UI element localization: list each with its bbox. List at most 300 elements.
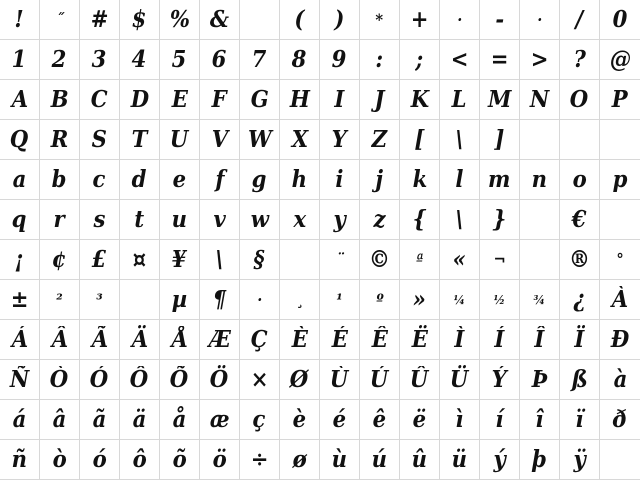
glyph-cell: [0, 280, 40, 320]
glyph-cell: [80, 80, 120, 120]
glyph-cell: [40, 360, 80, 400]
glyph: F: [211, 86, 228, 113]
glyph: {: [412, 206, 427, 233]
glyph-cell: [480, 360, 520, 400]
glyph-cell: [400, 80, 440, 120]
glyph: U: [170, 126, 189, 153]
glyph-cell: [120, 280, 160, 320]
glyph-cell: [240, 40, 280, 80]
glyph: ú: [371, 446, 388, 473]
glyph: 1: [12, 46, 27, 73]
glyph-cell: [40, 0, 80, 40]
glyph-cell: [320, 40, 360, 80]
glyph-cell: [80, 280, 120, 320]
glyph-cell: [440, 440, 480, 480]
glyph-cell: [520, 280, 560, 320]
glyph: 4: [132, 46, 147, 73]
glyph-cell: [520, 0, 560, 40]
glyph: ]: [494, 126, 505, 153]
glyph: l: [455, 166, 464, 193]
glyph-cell: [160, 400, 200, 440]
glyph: ¡: [14, 246, 25, 273]
glyph: 3: [92, 46, 107, 73]
glyph: Å: [171, 326, 188, 353]
glyph: o: [572, 166, 587, 193]
glyph: u: [171, 206, 188, 233]
glyph-cell: [400, 200, 440, 240]
glyph: c: [93, 166, 106, 193]
glyph: ×: [250, 366, 269, 393]
glyph: @: [609, 46, 631, 73]
glyph: P: [612, 86, 628, 113]
glyph: +: [410, 6, 429, 33]
glyph: Í: [494, 326, 505, 353]
glyph-cell: [440, 360, 480, 400]
glyph-cell: [40, 80, 80, 120]
glyph-cell: [400, 440, 440, 480]
glyph: N: [529, 86, 550, 113]
glyph: -: [495, 6, 504, 33]
glyph-cell: [40, 280, 80, 320]
glyph: X: [291, 126, 308, 153]
glyph: t: [134, 206, 145, 233]
glyph: b: [52, 166, 67, 193]
glyph: !: [14, 6, 25, 33]
glyph-cell: [560, 120, 600, 160]
glyph-cell: [240, 280, 280, 320]
glyph: M: [487, 86, 512, 113]
glyph: Ü: [450, 366, 469, 393]
glyph-cell: [480, 280, 520, 320]
glyph: Ê: [371, 326, 388, 353]
glyph: ±: [10, 286, 29, 313]
glyph-cell: [0, 200, 40, 240]
glyph-cell: [0, 80, 40, 120]
glyph: B: [50, 86, 69, 113]
glyph: ²: [56, 289, 63, 309]
glyph: é: [332, 406, 347, 433]
glyph-cell: [80, 120, 120, 160]
glyph: ê: [372, 406, 387, 433]
glyph: Þ: [531, 366, 548, 393]
glyph-cell: [560, 40, 600, 80]
glyph-cell: [200, 160, 240, 200]
glyph-cell: [0, 360, 40, 400]
glyph-cell: [360, 400, 400, 440]
glyph-cell: [360, 280, 400, 320]
glyph: ³: [96, 289, 103, 309]
glyph-cell: [120, 440, 160, 480]
glyph-cell: [360, 0, 400, 40]
glyph-cell: [160, 0, 200, 40]
glyph-cell: [160, 160, 200, 200]
glyph: 2: [52, 46, 67, 73]
glyph: ©: [368, 246, 391, 273]
glyph-cell: [480, 400, 520, 440]
glyph: %: [169, 6, 190, 33]
glyph: Ù: [330, 366, 349, 393]
glyph: x: [293, 206, 306, 233]
glyph-cell: [200, 0, 240, 40]
glyph-cell: [560, 360, 600, 400]
glyph-cell: [400, 160, 440, 200]
glyph-cell: [520, 320, 560, 360]
glyph-cell: [520, 240, 560, 280]
glyph-cell: [240, 240, 280, 280]
glyph: G: [250, 86, 269, 113]
glyph-cell: [560, 440, 600, 480]
glyph: ½: [493, 292, 506, 307]
glyph-cell: [80, 320, 120, 360]
glyph-cell: [240, 0, 280, 40]
glyph: Ý: [491, 366, 508, 393]
glyph-cell: [240, 320, 280, 360]
glyph-cell: [320, 400, 360, 440]
glyph-cell: [40, 240, 80, 280]
glyph: «: [452, 246, 467, 273]
glyph-cell: [200, 440, 240, 480]
glyph: 7: [252, 46, 267, 73]
glyph-cell: [360, 320, 400, 360]
glyph-cell: [0, 320, 40, 360]
glyph-cell: [360, 120, 400, 160]
glyph-cell: [200, 400, 240, 440]
glyph-cell: [0, 240, 40, 280]
glyph-cell: [280, 280, 320, 320]
glyph: ¼: [453, 292, 466, 307]
glyph: Á: [11, 326, 28, 353]
glyph-cell: [600, 280, 640, 320]
glyph: $: [132, 6, 147, 33]
glyph: I: [334, 86, 345, 113]
glyph-cell: [40, 120, 80, 160]
glyph-cell: [600, 440, 640, 480]
glyph-cell: [560, 80, 600, 120]
glyph: s: [93, 206, 106, 233]
glyph-cell: [440, 120, 480, 160]
glyph-cell: [320, 320, 360, 360]
glyph: 6: [212, 46, 227, 73]
glyph-cell: [320, 80, 360, 120]
glyph: \: [455, 126, 464, 153]
glyph-cell: [480, 200, 520, 240]
glyph: Æ: [208, 326, 231, 353]
glyph-cell: [320, 360, 360, 400]
glyph-cell: [280, 160, 320, 200]
glyph: Ú: [370, 366, 389, 393]
glyph: i: [335, 166, 344, 193]
glyph: Ë: [411, 326, 428, 353]
glyph-cell: [440, 160, 480, 200]
glyph: 8: [292, 46, 307, 73]
glyph: g: [252, 166, 267, 193]
glyph-cell: [160, 280, 200, 320]
glyph-cell: [400, 360, 440, 400]
glyph-cell: [400, 40, 440, 80]
glyph: =: [490, 46, 509, 73]
glyph: €: [572, 206, 587, 233]
glyph: ¿: [573, 286, 586, 313]
glyph-cell: [80, 200, 120, 240]
glyph-cell: [200, 120, 240, 160]
glyph-cell: [80, 0, 120, 40]
glyph-cell: [560, 160, 600, 200]
glyph-cell: [520, 360, 560, 400]
glyph-cell: [360, 360, 400, 400]
glyph-cell: [120, 400, 160, 440]
glyph-cell: [160, 80, 200, 120]
glyph-cell: [240, 440, 280, 480]
glyph: d: [132, 166, 147, 193]
glyph-cell: [400, 240, 440, 280]
glyph-cell: [400, 0, 440, 40]
glyph-cell: [560, 320, 600, 360]
glyph-cell: [480, 0, 520, 40]
glyph-cell: [480, 40, 520, 80]
glyph: ì: [455, 406, 464, 433]
glyph-cell: [600, 400, 640, 440]
glyph-cell: [520, 40, 560, 80]
glyph: ü: [451, 446, 468, 473]
glyph-cell: [360, 40, 400, 80]
glyph-cell: [320, 120, 360, 160]
glyph-cell: [360, 240, 400, 280]
glyph-cell: [560, 280, 600, 320]
glyph-cell: [400, 280, 440, 320]
glyph: ª: [415, 249, 424, 269]
glyph-cell: [600, 0, 640, 40]
glyph: k: [412, 166, 427, 193]
glyph-cell: [40, 40, 80, 80]
glyph-cell: [120, 320, 160, 360]
glyph-cell: [0, 0, 40, 40]
glyph: ;: [415, 46, 424, 73]
glyph: »: [412, 286, 427, 313]
glyph-cell: [200, 240, 240, 280]
glyph-cell: [600, 240, 640, 280]
glyph: #: [90, 6, 109, 33]
glyph-cell: [600, 40, 640, 80]
glyph: Ð: [610, 326, 630, 353]
glyph: n: [531, 166, 548, 193]
glyph-cell: [480, 320, 520, 360]
glyph-cell: [160, 240, 200, 280]
glyph-cell: [440, 0, 480, 40]
glyph-cell: [520, 400, 560, 440]
glyph-cell: [360, 80, 400, 120]
glyph-cell: [280, 320, 320, 360]
glyph: (: [294, 6, 305, 33]
glyph-cell: [160, 40, 200, 80]
glyph: A: [11, 86, 28, 113]
glyph: ç: [253, 406, 266, 433]
glyph: ÷: [250, 446, 269, 473]
glyph-cell: [600, 200, 640, 240]
glyph: ù: [331, 446, 348, 473]
glyph-cell: [520, 440, 560, 480]
glyph-cell: [0, 400, 40, 440]
glyph: ¤: [132, 246, 147, 273]
glyph-cell: [480, 80, 520, 120]
glyph: õ: [172, 446, 187, 473]
glyph-cell: [120, 200, 160, 240]
glyph: È: [291, 326, 308, 353]
glyph-cell: [600, 80, 640, 120]
glyph: Ä: [131, 326, 148, 353]
glyph-cell: [280, 440, 320, 480]
glyph-cell: [520, 200, 560, 240]
glyph-cell: [40, 320, 80, 360]
glyph-cell: [480, 120, 520, 160]
glyph: À: [611, 286, 629, 313]
glyph: [536, 252, 542, 268]
glyph-cell: [120, 40, 160, 80]
glyph-cell: [80, 160, 120, 200]
glyph-cell: [360, 200, 400, 240]
glyph-cell: [80, 40, 120, 80]
glyph: ¶: [212, 286, 227, 313]
glyph-cell: [240, 360, 280, 400]
glyph: Q: [10, 126, 29, 153]
glyph-cell: [440, 40, 480, 80]
glyph: e: [172, 166, 187, 193]
glyph-cell: [240, 400, 280, 440]
glyph-cell: [80, 440, 120, 480]
glyph: î: [535, 406, 544, 433]
glyph: æ: [209, 406, 230, 433]
glyph-cell: [360, 160, 400, 200]
glyph: Ö: [210, 366, 229, 393]
glyph-cell: [200, 280, 240, 320]
glyph-cell: [560, 240, 600, 280]
glyph-cell: [440, 280, 480, 320]
glyph-cell: [520, 80, 560, 120]
glyph-cell: [280, 0, 320, 40]
glyph: Z: [371, 126, 388, 153]
glyph: R: [50, 126, 69, 153]
glyph-cell: [40, 440, 80, 480]
glyph-cell: [480, 160, 520, 200]
glyph: Û: [410, 366, 429, 393]
glyph-cell: [600, 360, 640, 400]
glyph: ã: [92, 406, 107, 433]
glyph-cell: [200, 80, 240, 120]
glyph-cell: [0, 440, 40, 480]
glyph: Y: [331, 126, 348, 153]
glyph: Ã: [91, 326, 108, 353]
glyph: µ: [171, 286, 188, 313]
glyph: Ô: [130, 366, 149, 393]
glyph-cell: [560, 200, 600, 240]
glyph-cell: [280, 40, 320, 80]
glyph: ?: [573, 46, 586, 73]
glyph: ø: [292, 446, 307, 473]
glyph-cell: [560, 400, 600, 440]
glyph: K: [410, 86, 429, 113]
glyph: å: [172, 406, 187, 433]
glyph-cell: [0, 160, 40, 200]
glyph: v: [213, 206, 226, 233]
glyph: [: [414, 126, 425, 153]
glyph-cell: [520, 120, 560, 160]
glyph-cell: [480, 440, 520, 480]
glyph-cell: [120, 360, 160, 400]
glyph-cell: [600, 320, 640, 360]
glyph-cell: [280, 240, 320, 280]
glyph-cell: [0, 120, 40, 160]
glyph: }: [492, 206, 507, 233]
glyph: T: [131, 126, 148, 153]
glyph-cell: [440, 200, 480, 240]
glyph: É: [331, 326, 348, 353]
glyph-cell: [400, 400, 440, 440]
glyph-cell: [600, 160, 640, 200]
glyph: ·: [256, 289, 263, 309]
glyph: y: [333, 206, 346, 233]
glyph: ®: [568, 246, 591, 273]
glyph: á: [12, 406, 27, 433]
glyph: O: [570, 86, 589, 113]
glyph: ä: [132, 406, 147, 433]
glyph: £: [92, 246, 107, 273]
glyph-cell: [160, 200, 200, 240]
glyph-cell: [480, 240, 520, 280]
glyph-cell: [280, 80, 320, 120]
glyph-cell: [120, 0, 160, 40]
glyph: L: [452, 86, 467, 113]
glyph: Õ: [170, 366, 189, 393]
glyph-cell: [80, 400, 120, 440]
glyph: \: [215, 246, 224, 273]
glyph-cell: [160, 320, 200, 360]
glyph: ð: [612, 406, 628, 433]
glyph: Î: [534, 326, 545, 353]
glyph: ô: [132, 446, 147, 473]
glyph: w: [250, 206, 269, 233]
glyph: ¾: [533, 292, 546, 307]
glyph-cell: [280, 200, 320, 240]
glyph: è: [292, 406, 307, 433]
glyph-cell: [240, 200, 280, 240]
glyph: z: [373, 206, 386, 233]
glyph: /: [575, 6, 584, 33]
glyph-cell: [200, 360, 240, 400]
glyph: j: [375, 166, 384, 193]
glyph: ¸: [295, 289, 304, 309]
glyph-cell: [160, 120, 200, 160]
glyph: <: [450, 46, 469, 73]
glyph-cell: [0, 40, 40, 80]
glyph-cell: [240, 120, 280, 160]
glyph: º: [375, 289, 384, 309]
glyph: ·: [536, 9, 543, 29]
glyph-cell: [320, 280, 360, 320]
glyph: ¢: [52, 246, 67, 273]
glyph-cell: [120, 160, 160, 200]
glyph: q: [12, 206, 27, 233]
glyph: ñ: [11, 446, 28, 473]
glyph: ó: [92, 446, 107, 473]
glyph: a: [12, 166, 27, 193]
glyph-cell: [40, 200, 80, 240]
glyph: Ì: [454, 326, 465, 353]
glyph: r: [53, 206, 66, 233]
glyph-cell: [80, 240, 120, 280]
glyph: ·: [456, 9, 463, 29]
glyph: 0: [612, 6, 628, 33]
glyph: ¬: [493, 249, 506, 269]
glyph: ¥: [172, 246, 187, 273]
